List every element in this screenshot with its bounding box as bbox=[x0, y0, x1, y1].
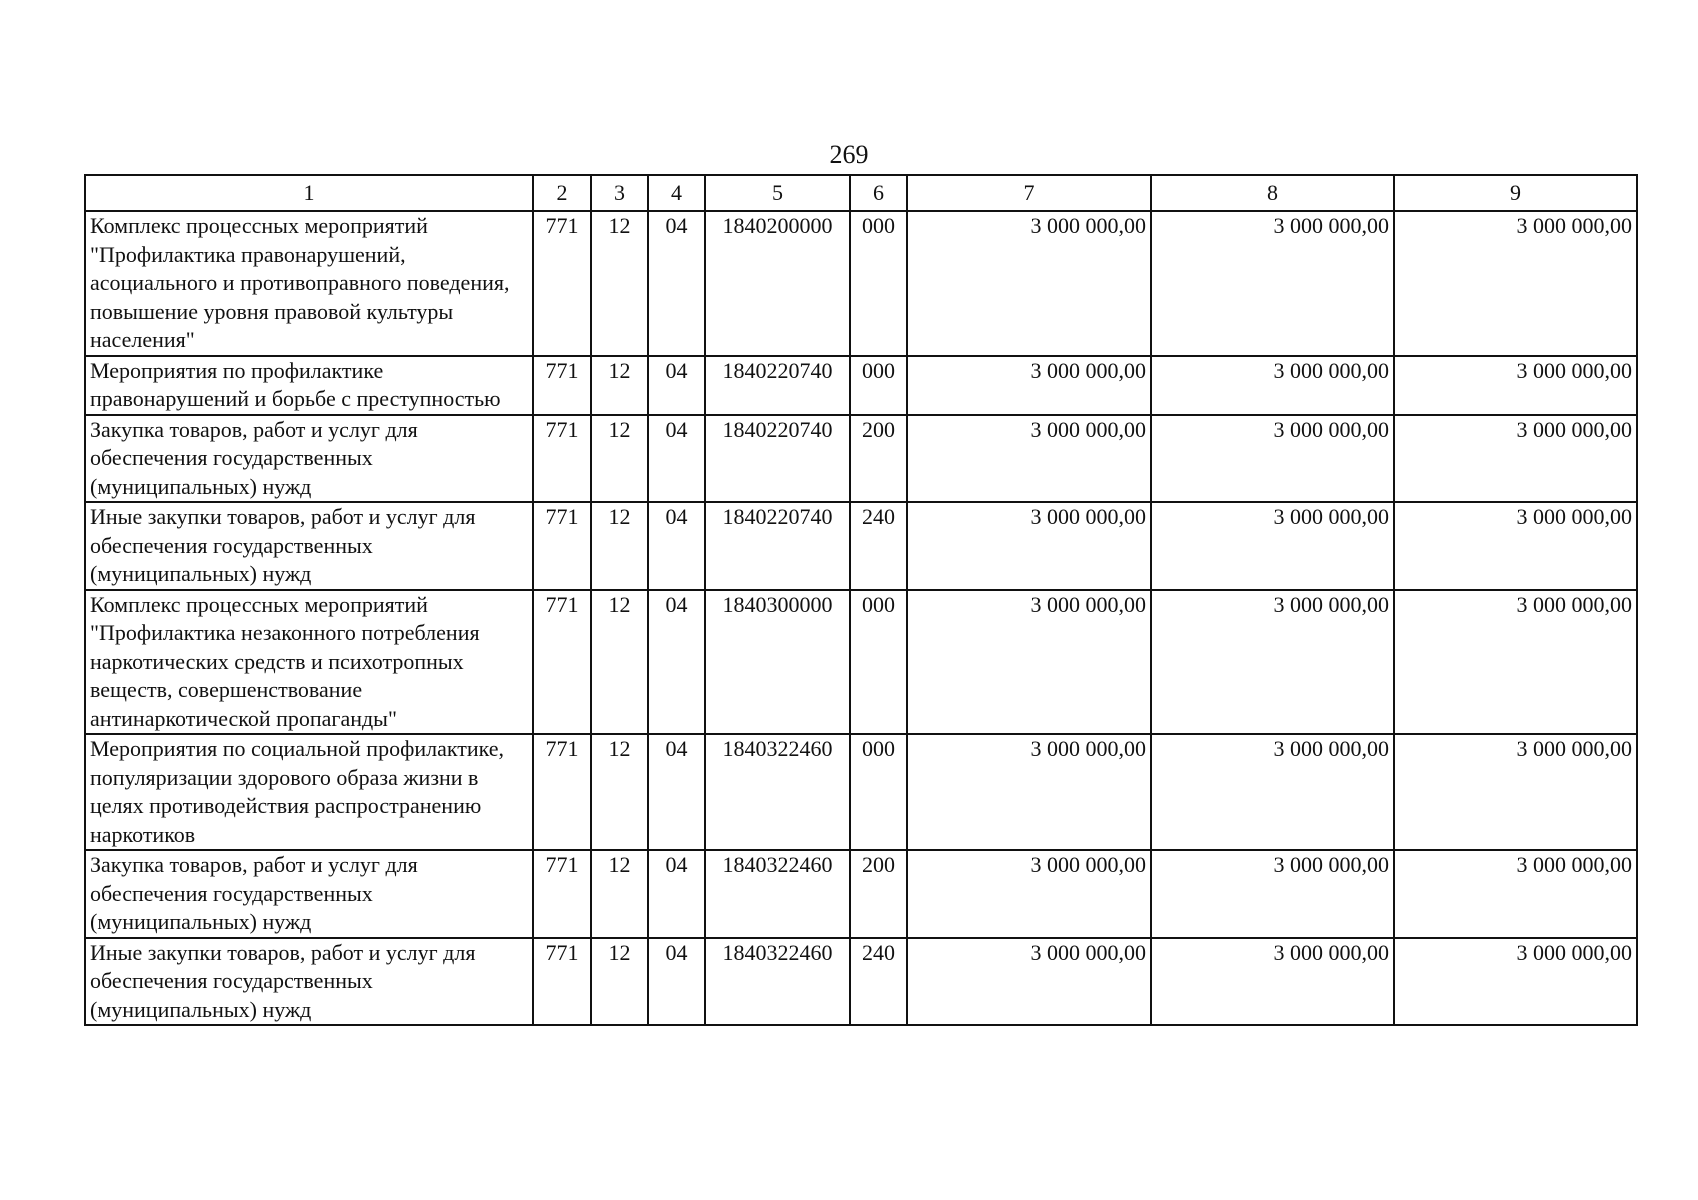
column-header-5: 5 bbox=[705, 175, 850, 211]
expense-type-code: 000 bbox=[850, 590, 907, 735]
amount-col-8: 3 000 000,00 bbox=[1151, 211, 1394, 356]
row-name: Иные закупки товаров, работ и услуг для обеспечения государственных (муниципальных) нужд bbox=[85, 502, 533, 590]
row-name: Закупка товаров, работ и услуг для обеспечения государственных (муниципальных) нужд bbox=[85, 415, 533, 503]
table-row bbox=[85, 590, 1637, 735]
admin-code: 771 bbox=[533, 356, 591, 415]
row-name: Иные закупки товаров, работ и услуг для обеспечения государственных (муниципальных) нужд bbox=[85, 938, 533, 1026]
admin-code: 771 bbox=[533, 850, 591, 938]
expense-type-code: 240 bbox=[850, 502, 907, 590]
row-name: Мероприятия по социальной профилактике, популяризации здорового образа жизни в целях противодействия распространению наркотиков bbox=[85, 734, 533, 850]
amount-col-9: 3 000 000,00 bbox=[1394, 502, 1637, 590]
amount-col-7: 3 000 000,00 bbox=[907, 734, 1151, 850]
expense-type-code: 000 bbox=[850, 356, 907, 415]
row-name: Комплекс процессных мероприятий "Профилактика правонарушений, асоциального и противоправного поведения, повышение уровня правовой культуры населения" bbox=[85, 211, 533, 356]
target-article-code: 1840322460 bbox=[705, 850, 850, 938]
amount-col-9: 3 000 000,00 bbox=[1394, 590, 1637, 735]
subsection-code: 04 bbox=[648, 502, 705, 590]
section-code: 12 bbox=[591, 415, 648, 503]
header-row bbox=[85, 175, 1637, 211]
column-header-8: 8 bbox=[1151, 175, 1394, 211]
amount-col-7: 3 000 000,00 bbox=[907, 356, 1151, 415]
subsection-code: 04 bbox=[648, 590, 705, 735]
amount-col-8: 3 000 000,00 bbox=[1151, 502, 1394, 590]
page-number: 269 bbox=[829, 140, 869, 169]
target-article-code: 1840220740 bbox=[705, 356, 850, 415]
target-article-code: 1840200000 bbox=[705, 211, 850, 356]
row-name: Закупка товаров, работ и услуг для обеспечения государственных (муниципальных) нужд bbox=[85, 850, 533, 938]
amount-col-9: 3 000 000,00 bbox=[1394, 415, 1637, 503]
table-row bbox=[85, 211, 1637, 356]
table-row bbox=[85, 356, 1637, 415]
admin-code: 771 bbox=[533, 938, 591, 1026]
section-code: 12 bbox=[591, 850, 648, 938]
table-row bbox=[85, 415, 1637, 503]
column-header-7: 7 bbox=[907, 175, 1151, 211]
expense-type-code: 240 bbox=[850, 938, 907, 1026]
table-row bbox=[85, 938, 1637, 1026]
amount-col-9: 3 000 000,00 bbox=[1394, 850, 1637, 938]
amount-col-7: 3 000 000,00 bbox=[907, 590, 1151, 735]
row-name: Комплекс процессных мероприятий "Профилактика незаконного потребления наркотических средств и психотропных веществ, совершенствование антинаркотической пропаганды" bbox=[85, 590, 533, 735]
section-code: 12 bbox=[591, 356, 648, 415]
target-article-code: 1840220740 bbox=[705, 502, 850, 590]
subsection-code: 04 bbox=[648, 850, 705, 938]
table-row bbox=[85, 502, 1637, 590]
admin-code: 771 bbox=[533, 211, 591, 356]
target-article-code: 1840220740 bbox=[705, 415, 850, 503]
subsection-code: 04 bbox=[648, 211, 705, 356]
table-row bbox=[85, 850, 1637, 938]
section-code: 12 bbox=[591, 502, 648, 590]
amount-col-9: 3 000 000,00 bbox=[1394, 938, 1637, 1026]
admin-code: 771 bbox=[533, 415, 591, 503]
expense-type-code: 000 bbox=[850, 734, 907, 850]
column-header-1: 1 bbox=[85, 175, 533, 211]
amount-col-8: 3 000 000,00 bbox=[1151, 938, 1394, 1026]
amount-col-7: 3 000 000,00 bbox=[907, 938, 1151, 1026]
table-row bbox=[85, 734, 1637, 850]
amount-col-7: 3 000 000,00 bbox=[907, 850, 1151, 938]
amount-col-8: 3 000 000,00 bbox=[1151, 850, 1394, 938]
amount-col-7: 3 000 000,00 bbox=[907, 415, 1151, 503]
amount-col-8: 3 000 000,00 bbox=[1151, 734, 1394, 850]
section-code: 12 bbox=[591, 590, 648, 735]
budget-table bbox=[84, 174, 1638, 1026]
section-code: 12 bbox=[591, 938, 648, 1026]
column-header-6: 6 bbox=[850, 175, 907, 211]
expense-type-code: 200 bbox=[850, 415, 907, 503]
target-article-code: 1840322460 bbox=[705, 734, 850, 850]
column-header-9: 9 bbox=[1394, 175, 1637, 211]
table-header bbox=[85, 175, 1637, 211]
target-article-code: 1840322460 bbox=[705, 938, 850, 1026]
subsection-code: 04 bbox=[648, 734, 705, 850]
target-article-code: 1840300000 bbox=[705, 590, 850, 735]
amount-col-8: 3 000 000,00 bbox=[1151, 590, 1394, 735]
column-header-4: 4 bbox=[648, 175, 705, 211]
expense-type-code: 000 bbox=[850, 211, 907, 356]
subsection-code: 04 bbox=[648, 356, 705, 415]
admin-code: 771 bbox=[533, 734, 591, 850]
row-name: Мероприятия по профилактике правонарушений и борьбе с преступностью bbox=[85, 356, 533, 415]
expense-type-code: 200 bbox=[850, 850, 907, 938]
column-header-3: 3 bbox=[591, 175, 648, 211]
column-header-2: 2 bbox=[533, 175, 591, 211]
amount-col-7: 3 000 000,00 bbox=[907, 502, 1151, 590]
admin-code: 771 bbox=[533, 502, 591, 590]
amount-col-7: 3 000 000,00 bbox=[907, 211, 1151, 356]
admin-code: 771 bbox=[533, 590, 591, 735]
amount-col-9: 3 000 000,00 bbox=[1394, 734, 1637, 850]
section-code: 12 bbox=[591, 211, 648, 356]
amount-col-8: 3 000 000,00 bbox=[1151, 415, 1394, 503]
subsection-code: 04 bbox=[648, 938, 705, 1026]
subsection-code: 04 bbox=[648, 415, 705, 503]
table-body bbox=[85, 211, 1637, 1025]
amount-col-9: 3 000 000,00 bbox=[1394, 211, 1637, 356]
amount-col-8: 3 000 000,00 bbox=[1151, 356, 1394, 415]
section-code: 12 bbox=[591, 734, 648, 850]
amount-col-9: 3 000 000,00 bbox=[1394, 356, 1637, 415]
